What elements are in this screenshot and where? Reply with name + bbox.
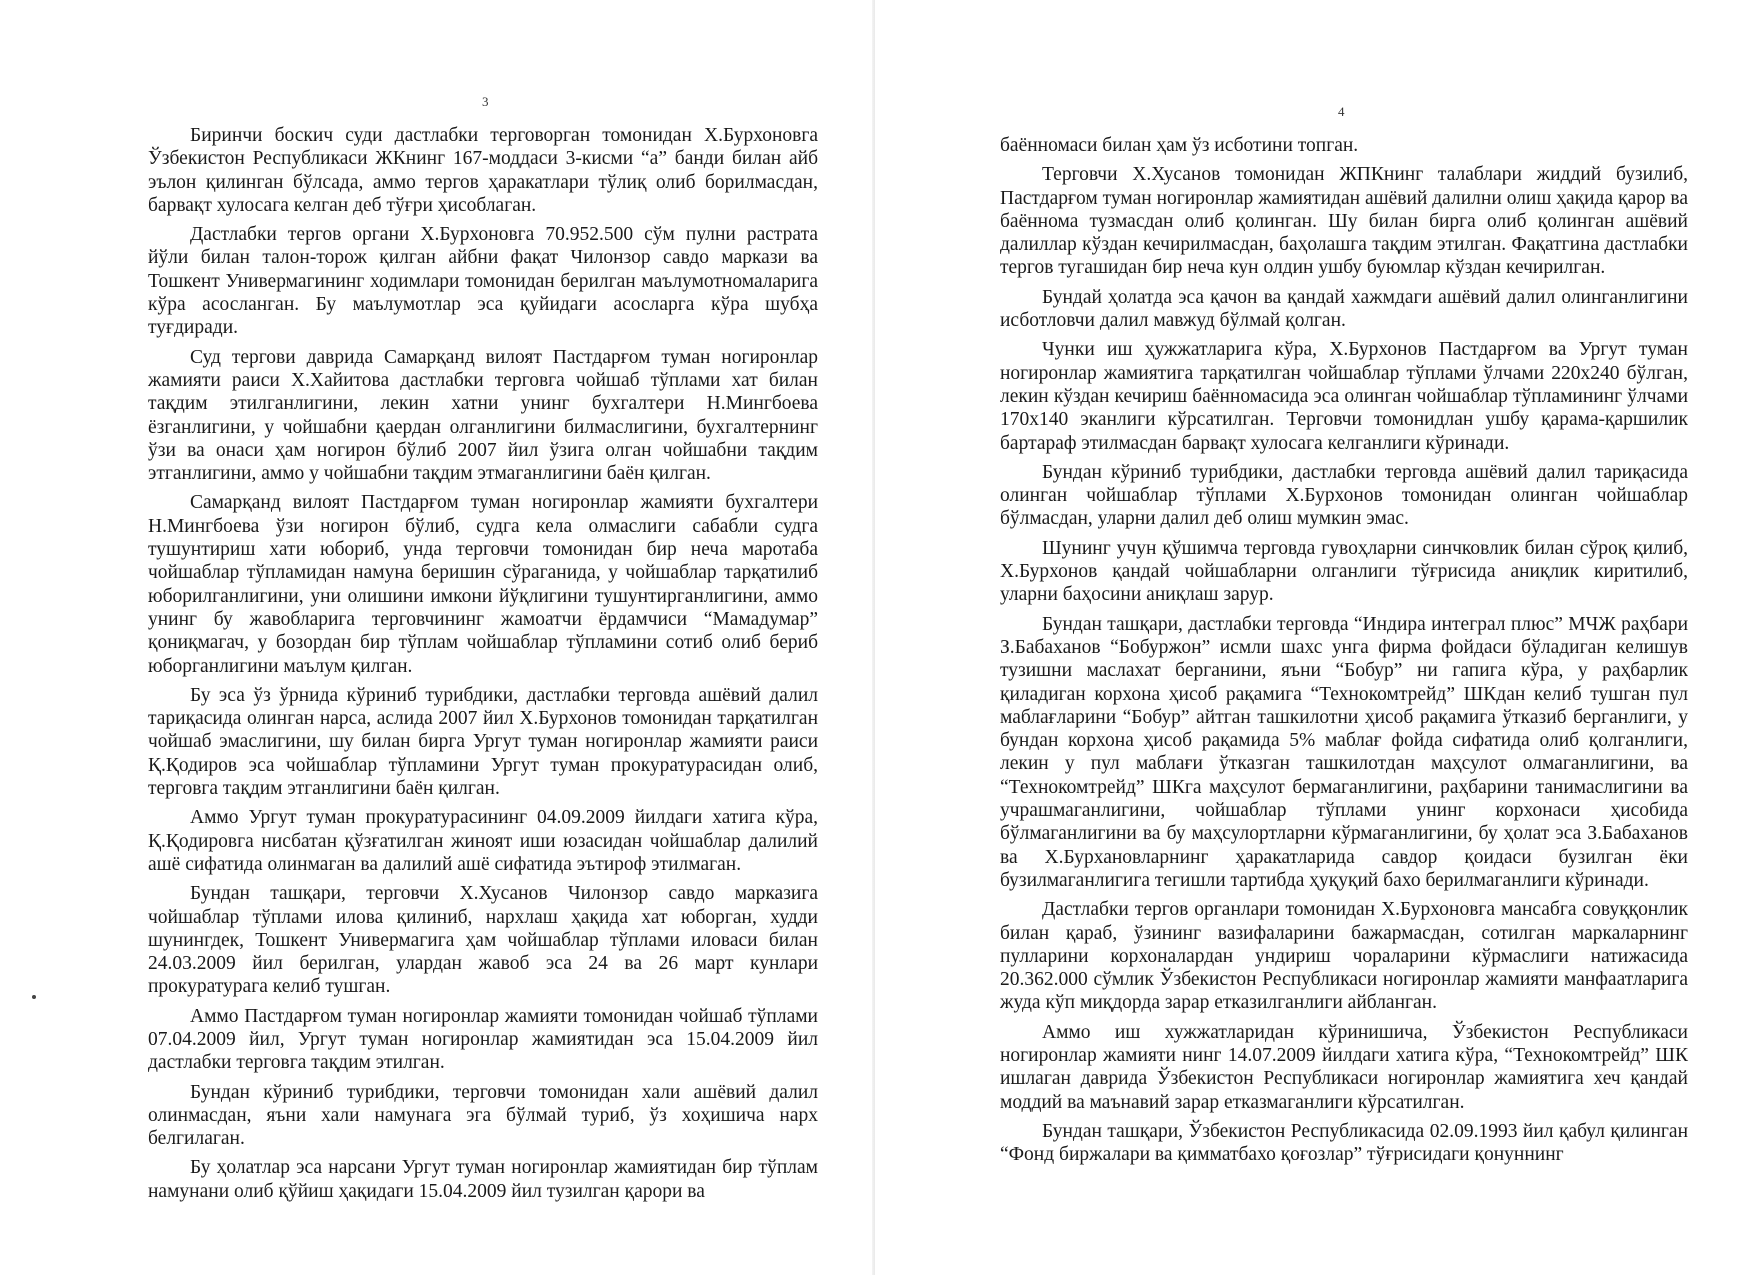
- paragraph: Аммо иш хужжатларидан кўринишича, Ўзбекистон Республикаси ногиронлар жамияти нинг 14.07.2009 йилдаги хатига кўра, “Технокомтрейд” ШК ишлаган даврида Ўзбекистон Республикаси ногиронлар жамиятига хеч қандай моддий ва маънавий зарар етказмаганлиги кўрсатилган.: [1000, 1021, 1688, 1113]
- paragraph: Бундан ташқари, терговчи Х.Хусанов Чилонзор савдо марказига чойшаблар тўплами илова қилиниб, нархлаш ҳақида хат юборган, худди шунингдек, Тошкент Универмагига ҳам чойшаблар тўплами иловаси билан 24.03.2009 йил берилган, улардан жавоб эса 24 ва 26 март кунлари прокуратурага келиб тушган.: [148, 883, 818, 998]
- page-number: 3: [482, 94, 489, 109]
- scan-speck: [32, 995, 36, 999]
- paragraph: Дастлабки тергов органи Х.Бурхоновга 70.952.500 сўм пулни растрата йўли билан талон-торож қилган айбни фақат Чилонзор савдо маркази ва Тошкент Универмагининг ходимлари томонидан берилган маълумотномаларига кўра асосланган. Бу маълумотлар эса қуйидаги асосларга кўра шубҳа туғдиради.: [148, 224, 818, 339]
- page-body: [1000, 134, 1688, 1172]
- paragraph: Терговчи Х.Хусанов томонидан ЖПКнинг талаблари жиддий бузилиб, Пастдарғом туман ногиронлар жамиятидан ашёвий далилни олиш ҳақида қарор ва баённома тузмасдан олиб қолинган. Шу билан бирга олиб қолинган ашёвий далиллар кўздан кечирилмасдан, баҳолашга тақдим этилган. Фақатгина дастлабки тергов тугашидан бир неча кун олдин ушбу буюмлар кўздан кечирилган.: [1000, 164, 1688, 279]
- paragraph: Чунки иш ҳужжатларига кўра, Х.Бурхонов Пастдарғом ва Ургут туман ногиронлар жамиятига тарқатилган чойшаблар тўплами ўлчами 220х240 бўлган, лекин кўздан кечириш баённомасида эса олинган чойшаблар тўпламининг ўлчами 170х140 эканлиги кўрсатилган. Терговчи томонидлан ушбу қарама-қаршилик бартараф этилмасдан барвақт хулосага келганлиги кўринади.: [1000, 339, 1688, 454]
- paragraph: Суд тергови даврида Самарқанд вилоят Пастдарғом туман ногиронлар жамияти раиси Х.Хайитова дастлабки терговга чойшаб тўплами хат билан тақдим этилганлигини, лекин хатни унинг бухгалтери Н.Мингбоева ёзганлигини, у чойшабни қаердан олганлигини билмаслигини, бухгалтернинг ўзи ва онаси ҳам ногирон бўлиб 2007 йил ўзига олган чойшабни тақдим этганлигини, аммо у чойшабни тақдим этмаганлигини баён қилган.: [148, 346, 818, 485]
- paragraph: Биринчи боскич суди дастлабки терговорган томонидан Х.Бурхоновга Ўзбекистон Республикаси ЖКнинг 167-моддаси 3-кисми “а” банди билан айб эълон қилинган бўлсада, аммо тергов ҳаракатлари тўлиқ олиб борилмасдан, барвақт хулосага келган деб тўғри ҳисоблаган.: [148, 125, 818, 216]
- paragraph: Дастлабки тергов органлари томонидан Х.Бурхоновга мансабга совуққонлик билан қараб, ўзининг вазифаларини бажармасдан, сотилган маркаларнинг пулларини корхоналардан ундириш чораларини кўрмаслиги натижасида 20.362.000 сўмлик Ўзбекистон Республикаси ногиронлар жамияти манфаатларига жуда кўп миқдорда зарар етказилганлиги айбланган.: [1000, 899, 1688, 1014]
- paragraph: Бундан ташқари, Ўзбекистон Республикасида 02.09.1993 йил қабул қилинган “Фонд биржалари ва қимматбахо қоғозлар” тўғрисидаги қонуннинг: [1000, 1120, 1688, 1166]
- paragraph: Бундай ҳолатда эса қачон ва қандай хажмдаги ашёвий далил олинганлигини исботловчи далил мавжуд бўлмай қолган.: [1000, 286, 1688, 332]
- page-4: [875, 0, 1750, 1275]
- paragraph: Бу ҳолатлар эса нарсани Ургут туман ногиронлар жамиятидан бир тўплам намунани олиб қўйиш ҳақидаги 15.04.2009 йил тузилган қарори ва: [148, 1157, 818, 1202]
- paragraph: Аммо Ургут туман прокуратурасининг 04.09.2009 йилдаги хатига кўра, Қ.Қодировга нисбатан қўзғатилган жиноят иши юзасидан чойшаблар далилий ашё сифатида олинмаган ва далилий ашё сифатида эътироф этилмаган.: [148, 807, 818, 875]
- paragraph: Шунинг учун қўшимча терговда гувоҳларни синчковлик билан сўроқ қилиб, Х.Бурхонов қандай чойшабларни олганлиги тўғрисида аниқлик киритилиб, уларни баҳосини аниқлаш зарур.: [1000, 537, 1688, 606]
- paragraph: Бундан ташқари, дастлабки терговда “Индира интеграл плюс” МЧЖ раҳбари З.Бабаханов “Бобуржон” исмли шахс унга фирма фойдаси бўладиган келишув тузишни маслахат берганини, яъни “Бобур” ни гапига кўра, у раҳбарлик қиладиган корхона ҳисоб рақамига “Технокомтрейд” ШКдан келиб тушган пул маблағларини “Бобур” айтган ташкилотни ҳисоб рақамига ўтказиб берганлиги, у бундан корхона ҳисоб рақамида 5% маблағ фойда сифатида олиб қолганлиги, лекин у пул маблағи ўтказган ташкилотдан маҳсулот олмаганлигини, ва “Технокомтрейд” ШКга маҳсулот бермаганлигини, раҳбарини танимаслигини ва учрашмаганлигини, чойшаблар тўплами унинг корхонаси ҳисобида бўлмаганлигини ва бу маҳсулортларни кўрмаганлигини, бу ҳолат эса З.Бабаханов ва Х.Бурхановларнинг ҳаракатларида савдор қоидаси бузилган ёки бузилмаганлигига тегишли тартибда ҳуқуқий бахо берилмаганлиги кўринади.: [1000, 613, 1688, 891]
- paragraph: Самарқанд вилоят Пастдарғом туман ногиронлар жамияти бухгалтери Н.Мингбоева ўзи ногирон бўлиб, судга кела олмаслиги сабабли судга тушунтириш хати юбориб, унда терговчи томонидан бир неча маротаба чойшаблар тўпламидан намуна беришин сўраганида, у чойшаблар тарқатилиб юборилганлигини, уни олишини имкони йўқлигини тушунтирганлигини, аммо унинг бу жавобларига терговчининг жамоатчи ёрдамчиси “Мамадумар” қониқмагач, у бозордан бир тўплам чойшаблар тўпламини сотиб олиб бериб юборганлигини маълум қилган.: [148, 492, 818, 677]
- page-number: 4: [1338, 104, 1345, 119]
- page-body: [148, 124, 818, 1209]
- paragraph: Бундан кўриниб турибдики, терговчи томонидан хали ашёвий далил олинмасдан, яъни хали намунага эга бўлмай туриб, ўз хоҳишича нарх белгилаган.: [148, 1081, 818, 1150]
- paragraph-continued: баённомаси билан ҳам ўз исботини топган.: [1000, 135, 1359, 156]
- paragraph: Бундан кўриниб турибдики, дастлабки терговда ашёвий далил тариқасида олинган чойшаблар тўплами Х.Бурхонов томонидан олинган чойшаблар бўлмасдан, уларни далил деб олиш мумкин эмас.: [1000, 461, 1688, 530]
- paragraph: Аммо Пастдарғом туман ногиронлар жамияти томонидан чойшаб тўплами 07.04.2009 йил, Ургут туман ногиронлар жамиятидан эса 15.04.2009 йил дастлабки терговга тақдим этилган.: [148, 1005, 818, 1074]
- paragraph: Бу эса ўз ўрнида кўриниб турибдики, дастлабки терговда ашёвий далил тариқасида олинган нарса, аслида 2007 йил Х.Бурхонов томонидан тарқатилган чойшаб эмаслигини, шу билан бирга Ургут туман ногиронлар жамияти раиси Қ.Қодиров эса чойшаблар тўпламини Ургут туман прокуратурасидан олиб, терговга тақдим этганлигини баён қилган.: [148, 684, 818, 800]
